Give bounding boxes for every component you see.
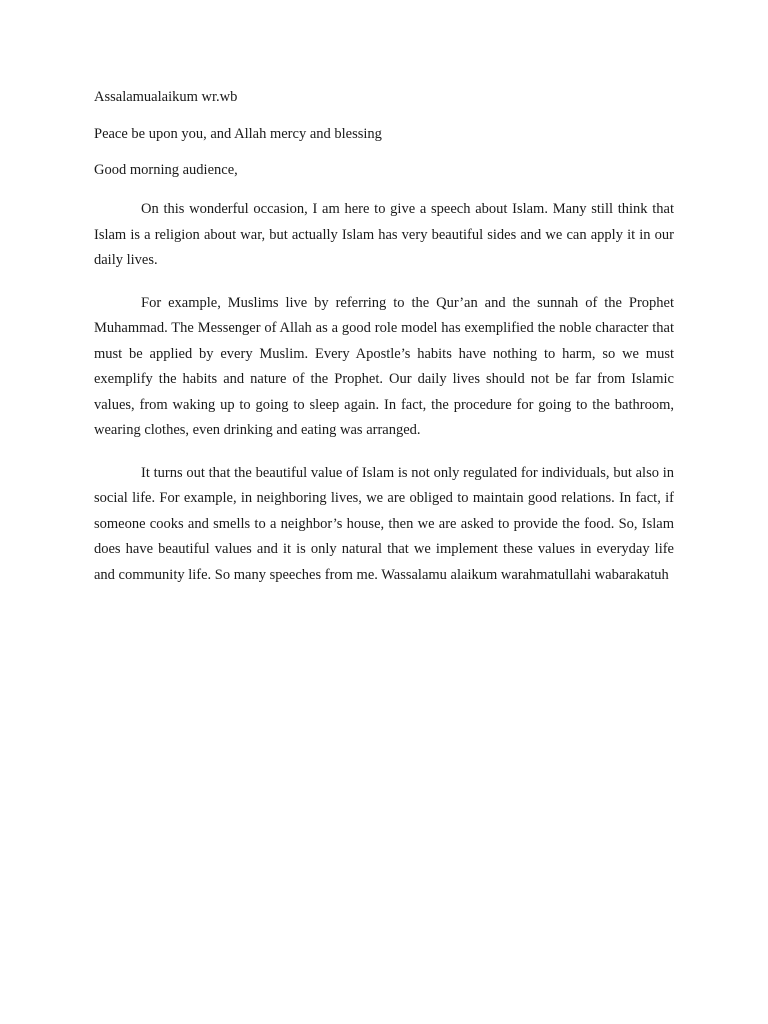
greeting-line: Assalamualaikum wr.wb: [94, 89, 238, 105]
paragraph-intro: On this wonderful occasion, I am here to give a speech about Islam. Many still think that Islam is a religion about war, but actually Islam has very beautiful sides and we can apply it in our daily lives.: [94, 201, 674, 268]
salutation-line: Peace be upon you, and Allah mercy and blessing: [94, 126, 382, 142]
paragraph-example: For example, Muslims live by referring to the Qur’an and the sunnah of the Prophet Muhammad. The Messenger of Allah as a good role model has exemplified the noble character that must be applied by every Muslim. Every Apostle’s habits have nothing to harm, so we must exemplify the habits and nature of the Prophet. Our daily lives should not be far from Islamic values, from waking up to going to sleep again. In fact, the procedure for going to the bathroom, wearing clothes, even drinking and eating was arranged.: [94, 294, 674, 438]
paragraph-closing: It turns out that the beautiful value of Islam is not only regulated for individuals, but also in social life. For example, in neighboring lives, we are obliged to maintain good relations. In fact, if someone cooks and smells to a neighbor’s house, then we are asked to provide the food. So, Islam does have beautiful values and it is only natural that we implement these values in everyday life and community life. So many speeches from me. Wassalamu alaikum warahmatullahi wabarakatuh: [94, 464, 674, 583]
audience-address: Good morning audience,: [94, 162, 238, 178]
document-body: [94, 87, 674, 588]
